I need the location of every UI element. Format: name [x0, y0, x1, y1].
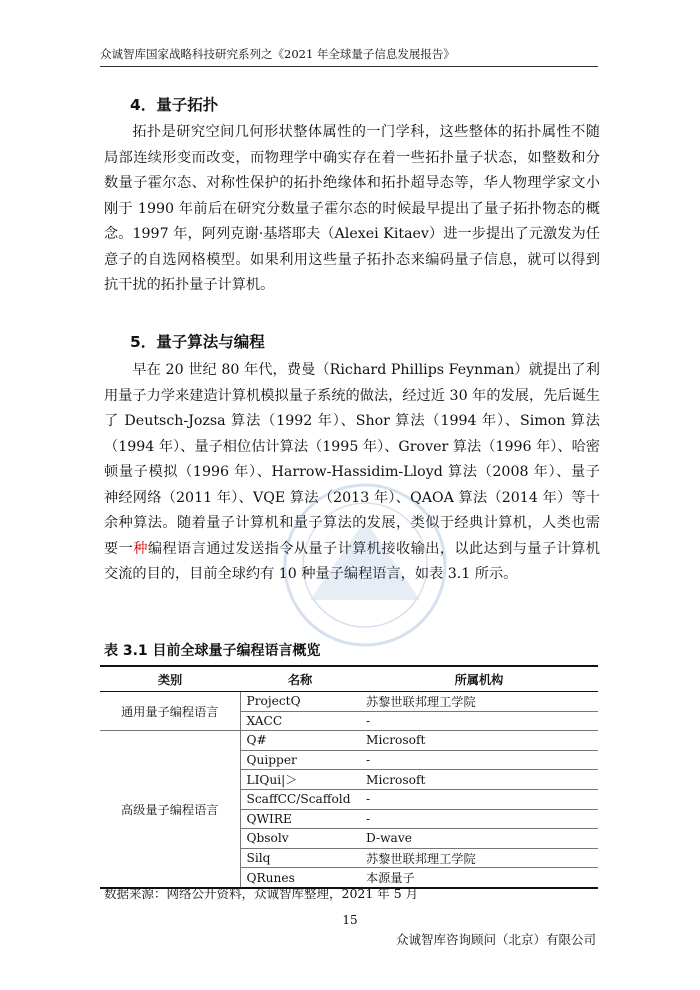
table-source-note: 数据来源：网络公开资料，众诚智库整理，2021 年 5 月 — [104, 886, 419, 901]
org-cell: 苏黎世联邦理工学院 — [360, 692, 598, 712]
org-cell: D-wave — [360, 829, 598, 849]
paragraph-topology: 拓扑是研究空间几何形状整体属性的一门学科，这些整体的拓扑属性不随局部连续形变而改变，而物理学中确实存在着一些拓扑量子状态，如整数和分数量子霍尔态、对称性保护的拓扑绝缘体和拓扑超导态等，华人物理学家文小刚于 1990 年前后在研究分数量子霍尔态的时候最早提出了量子拓扑物态的概念。1997 年，阿列克谢·基塔耶夫（Alexei Kitaev）进一步提出了元激发为任意子的自选网格模型。如果利用这些量子拓扑态来编码量子信息，就可以得到抗干扰的拓扑量子计算机。 — [104, 124, 600, 293]
org-cell: Microsoft — [360, 731, 598, 751]
section-heading-topology: 4．量子拓扑 — [130, 96, 219, 114]
table-caption: 表 3.1 目前全球量子编程语言概览 — [104, 643, 321, 659]
org-cell: 苏黎世联邦理工学院 — [360, 848, 598, 868]
name-cell: LIQui|＞ — [240, 770, 360, 790]
table-header-row — [100, 666, 598, 692]
paragraph-text-2: 编程语言通过发送指令从量子计算机接收输出，以此达到与量子计算机交流的目的，目前全球约有 10 种量子编程语言，如表 3.1 所示。 — [104, 540, 600, 582]
header-category: 类别 — [100, 666, 240, 692]
name-cell: Qbsolv — [240, 829, 360, 849]
section-heading-algorithms: 5．量子算法与编程 — [130, 333, 265, 351]
name-cell: Silq — [240, 848, 360, 868]
name-cell: QWIRE — [240, 809, 360, 829]
name-cell: Q# — [240, 731, 360, 751]
name-cell: ProjectQ — [240, 692, 360, 712]
category-cell: 通用量子编程语言 — [100, 692, 240, 731]
running-footer: 众诚智库咨询顾问（北京）有限公司 — [395, 932, 596, 947]
name-cell: XACC — [240, 711, 360, 731]
name-cell: ScaffCC/Scaffold — [240, 789, 360, 809]
header-name: 名称 — [240, 666, 360, 692]
org-cell: - — [360, 711, 598, 731]
org-cell: - — [360, 789, 598, 809]
table-row — [100, 692, 598, 712]
header-org: 所属机构 — [360, 666, 598, 692]
org-cell: Microsoft — [360, 770, 598, 790]
org-cell: 本源量子 — [360, 868, 598, 888]
paragraph-text-1: 早在 20 世纪 80 年代，费曼（Richard Phillips Feynman）就提出了利用量子力学来建造计算机模拟量子系统的做法，经过近 30 年的发展，先后诞生了 Deutsch-Jozsa 算法（1992 年）、Shor 算法（1994 年）、Simon 算法（1994 年）、量子相位估计算法（1995 年）、Grover 算法（1996 年）、哈密顿量子模拟（1996 年）、Harrow-Hassidim-Lloyd 算法（2008 年）、量子神经网络（2011 年）、VQE 算法（2013 年）、QAOA 算法（2014 年）等十余种算法。随着量子计算机和量子算法的发展，类似于经典计算机，人类也需要一 — [104, 362, 600, 557]
category-cell: 高级量子编程语言 — [100, 731, 240, 888]
paragraph-algorithms — [104, 358, 600, 588]
name-cell: Quipper — [240, 750, 360, 770]
name-cell: QRunes — [240, 868, 360, 888]
programming-languages-table — [100, 665, 598, 889]
org-cell: - — [360, 809, 598, 829]
running-header: 众诚智库国家战略科技研究系列之《2021 年全球量子信息发展报告》 — [100, 46, 598, 67]
org-cell: - — [360, 750, 598, 770]
highlighted-char: 种 — [133, 540, 148, 557]
page-number: 15 — [342, 913, 358, 927]
table-row — [100, 731, 598, 751]
